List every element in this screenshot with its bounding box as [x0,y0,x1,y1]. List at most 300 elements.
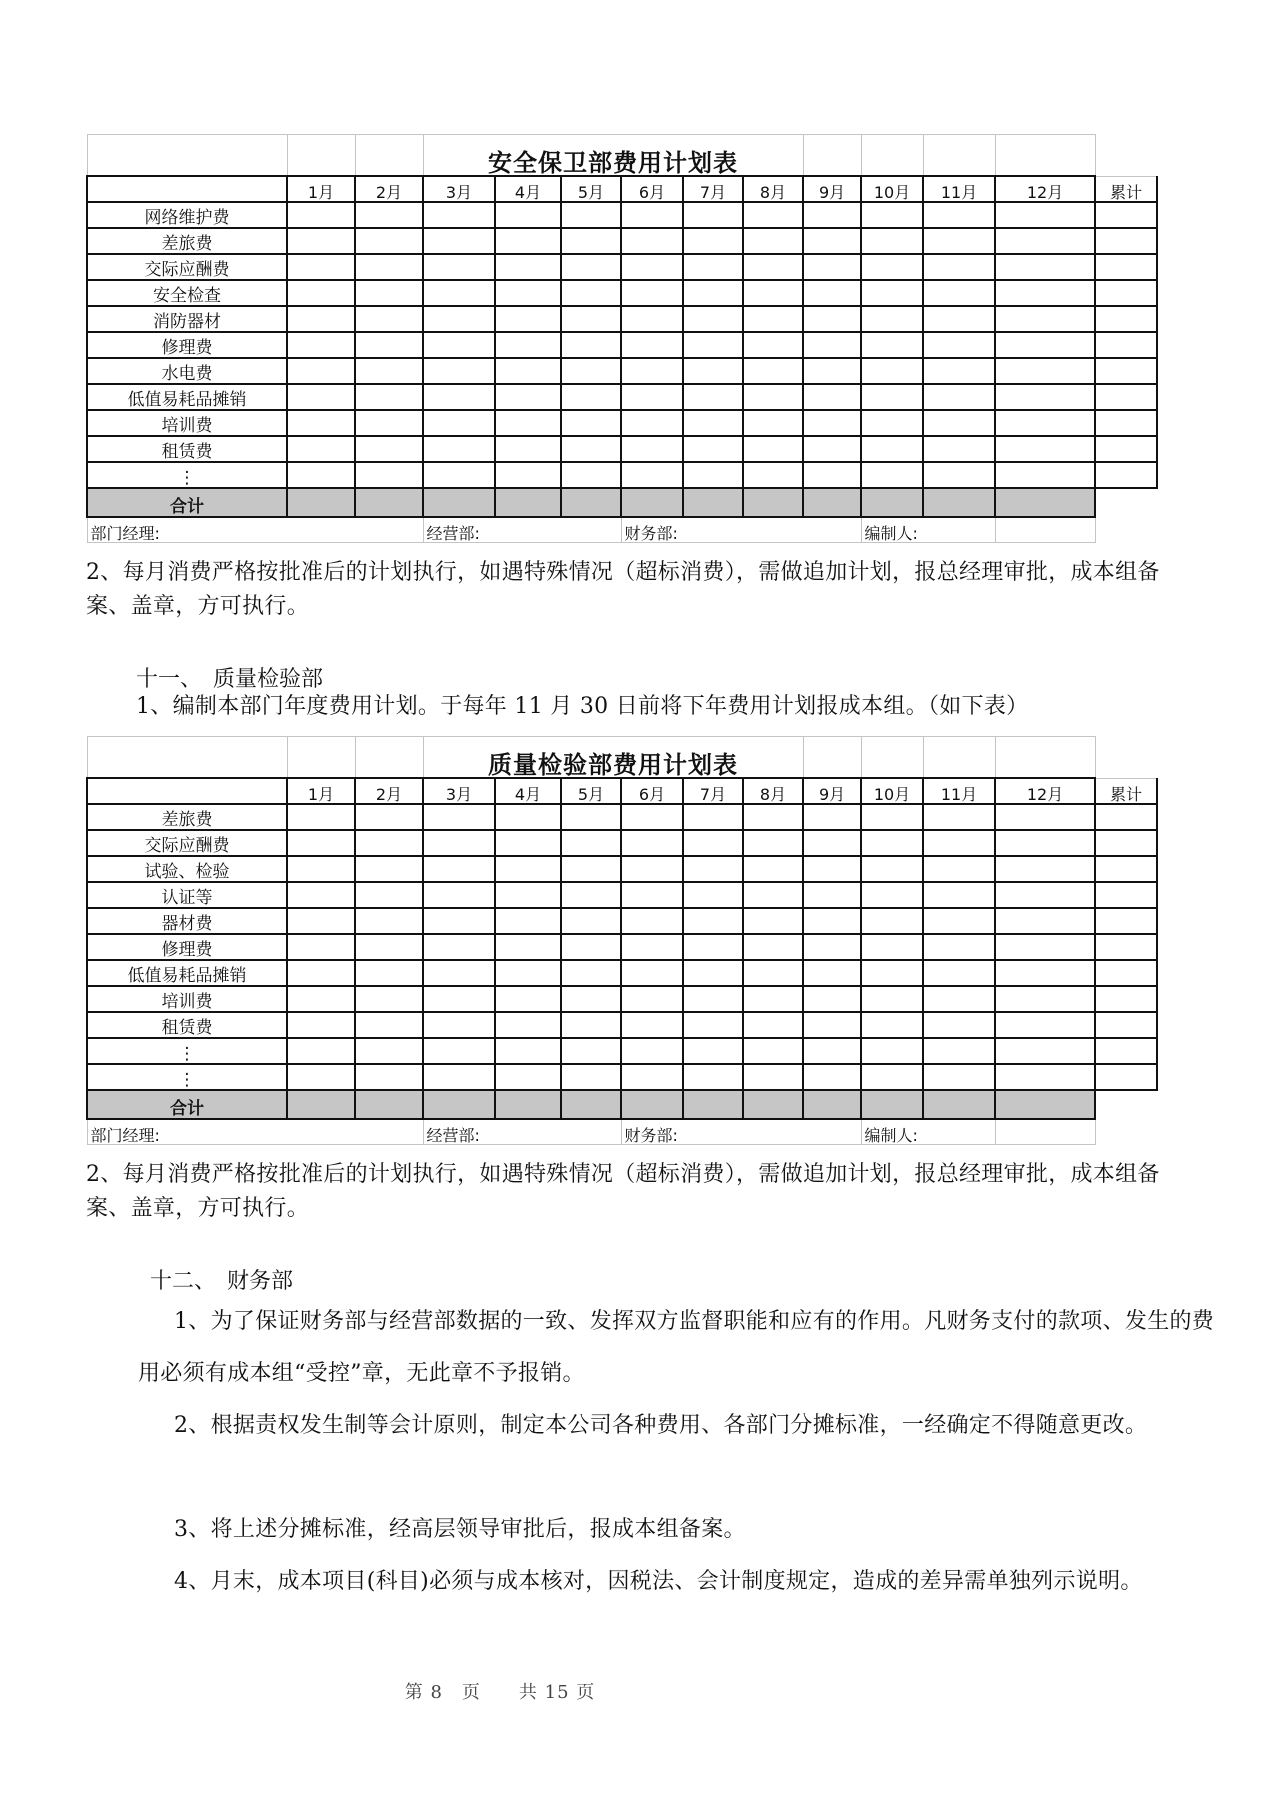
amount-cell [355,306,423,332]
title-right-cell [923,135,995,177]
amount-cell [995,410,1095,436]
section-11-item-1: 1、编制本部门年度费用计划。于每年 11 月 30 日前将下年费用计划报成本组。（如下表） [136,694,1029,719]
amount-cell [561,436,621,462]
amount-cell [1095,934,1157,960]
amount-cell [423,410,495,436]
section-11-heading: 十一、 质量检验部 [136,667,324,692]
title-right-cell [803,737,861,779]
total-row-label: 合计 [87,1090,287,1119]
amount-cell [743,410,803,436]
amount-cell [495,358,561,384]
amount-cell [923,908,995,934]
section-12-para-3: 3、将上述分摊标准，经高层领导审批后，报成本组备案。 [174,1517,746,1542]
amount-cell [287,908,355,934]
amount-cell [923,228,995,254]
amount-cell [495,228,561,254]
amount-cell [495,882,561,908]
amount-cell [561,1012,621,1038]
table-row [87,986,1157,1012]
amount-cell [287,384,355,410]
amount-cell [923,882,995,908]
amount-cell [923,280,995,306]
amount-cell [743,306,803,332]
amount-cell [743,384,803,410]
month-header: 8月 [743,778,803,804]
table-row [87,830,1157,856]
amount-cell [1095,830,1157,856]
amount-cell [287,960,355,986]
amount-cell [743,1012,803,1038]
expense-item-label: 安全检查 [87,280,287,306]
amount-cell [861,306,923,332]
amount-cell [495,908,561,934]
amount-cell [683,856,743,882]
amount-cell [743,882,803,908]
finance-sign: 财务部: [621,1119,861,1145]
amount-cell [861,1038,923,1064]
amount-cell [423,1012,495,1038]
amount-cell [1095,1012,1157,1038]
amount-cell [561,228,621,254]
title-right-cell [995,737,1095,779]
table-row [87,960,1157,986]
expense-item-label: ⋮ [87,1038,287,1064]
dept-manager-sign: 部门经理: [87,517,423,543]
amount-cell [621,856,683,882]
amount-cell [287,358,355,384]
amount-cell [1095,960,1157,986]
amount-cell [683,882,743,908]
amount-cell [995,228,1095,254]
amount-cell [923,1064,995,1090]
amount-cell [423,1038,495,1064]
amount-cell [923,830,995,856]
amount-cell [683,1064,743,1090]
amount-cell [995,358,1095,384]
amount-cell [743,462,803,488]
amount-cell [923,856,995,882]
amount-cell [287,462,355,488]
expense-item-label: 低值易耗品摊销 [87,384,287,410]
amount-cell [287,1038,355,1064]
amount-cell [923,1038,995,1064]
amount-cell [561,202,621,228]
amount-cell [683,462,743,488]
amount-cell [561,934,621,960]
amount-cell [621,462,683,488]
table2-note: 2、每月消费严格按批准后的计划执行，如遇特殊情况（超标消费），需做追加计划，报总经理审批，成本组备案、盖章，方可执行。 [86,1162,1160,1221]
amount-cell [287,882,355,908]
amount-cell [743,804,803,830]
amount-cell [495,332,561,358]
amount-cell [743,830,803,856]
amount-cell [1095,462,1157,488]
preparer-sign: 编制人: [861,517,995,543]
amount-cell [683,1012,743,1038]
operations-sign: 经营部: [423,1119,621,1145]
amount-cell [1095,306,1157,332]
amount-cell [861,280,923,306]
amount-cell [495,960,561,986]
amount-cell [355,202,423,228]
amount-cell [995,436,1095,462]
amount-cell [495,986,561,1012]
amount-cell [1095,332,1157,358]
amount-cell [803,462,861,488]
amount-cell [423,1064,495,1090]
amount-cell [861,254,923,280]
amount-cell [995,1064,1095,1090]
amount-cell [423,960,495,986]
amount-cell [621,986,683,1012]
amount-cell [683,228,743,254]
amount-cell [995,1038,1095,1064]
amount-cell [1095,882,1157,908]
amount-cell [861,384,923,410]
amount-cell [495,830,561,856]
amount-cell [743,1038,803,1064]
amount-cell [923,358,995,384]
amount-cell [861,986,923,1012]
amount-cell [683,830,743,856]
amount-cell [287,332,355,358]
month-header: 10月 [861,778,923,804]
amount-cell [803,882,861,908]
amount-cell [423,986,495,1012]
table-row [87,410,1157,436]
amount-cell [995,908,1095,934]
amount-cell [803,280,861,306]
sign-blank [995,517,1095,543]
amount-cell [995,332,1095,358]
expense-item-label: 低值易耗品摊销 [87,960,287,986]
month-header: 2月 [355,778,423,804]
amount-cell [803,358,861,384]
amount-cell [995,306,1095,332]
amount-cell [621,228,683,254]
amount-cell [287,986,355,1012]
amount-cell [803,332,861,358]
amount-cell [1095,254,1157,280]
amount-cell [995,856,1095,882]
amount-cell [355,830,423,856]
title-right-cell [995,135,1095,177]
amount-cell [355,384,423,410]
amount-cell [287,436,355,462]
table-row [87,908,1157,934]
amount-cell [621,1038,683,1064]
amount-cell [995,1012,1095,1038]
amount-cell [423,384,495,410]
amount-cell [423,254,495,280]
amount-cell [287,228,355,254]
amount-cell [423,228,495,254]
amount-cell [995,254,1095,280]
amount-cell [621,254,683,280]
title-left-cell [355,737,423,779]
amount-cell [803,1038,861,1064]
amount-cell [743,986,803,1012]
amount-cell [861,856,923,882]
amount-cell [683,934,743,960]
amount-cell [803,830,861,856]
table-row [87,1064,1157,1090]
amount-cell [683,960,743,986]
amount-cell [743,856,803,882]
amount-cell [861,1012,923,1038]
amount-cell [621,804,683,830]
amount-cell [355,882,423,908]
amount-cell [683,908,743,934]
amount-cell [495,280,561,306]
amount-cell [621,280,683,306]
amount-cell [355,358,423,384]
amount-cell [561,1038,621,1064]
amount-cell [495,202,561,228]
amount-cell [861,228,923,254]
amount-cell [495,410,561,436]
amount-cell [1095,1064,1157,1090]
amount-cell [355,1012,423,1038]
cumulative-header: 累计 [1095,176,1157,202]
month-header: 2月 [355,176,423,202]
table-row [87,436,1157,462]
finance-sign: 财务部: [621,517,861,543]
header-blank [87,778,287,804]
amount-cell [923,1012,995,1038]
month-header: 5月 [561,778,621,804]
amount-cell [495,462,561,488]
table-row [87,1012,1157,1038]
month-header: 12月 [995,778,1095,804]
table-row [87,856,1157,882]
amount-cell [355,1064,423,1090]
month-header: 9月 [803,778,861,804]
amount-cell [743,934,803,960]
expense-item-label: 修理费 [87,934,287,960]
amount-cell [561,280,621,306]
amount-cell [995,384,1095,410]
amount-cell [743,332,803,358]
amount-cell [923,804,995,830]
amount-cell [995,960,1095,986]
amount-cell [683,202,743,228]
amount-cell [861,882,923,908]
amount-cell [621,1012,683,1038]
amount-cell [355,410,423,436]
amount-cell [683,358,743,384]
month-header: 11月 [923,778,995,804]
expense-item-label: 器材费 [87,908,287,934]
amount-cell [1095,436,1157,462]
amount-cell [861,202,923,228]
amount-cell [287,254,355,280]
amount-cell [743,228,803,254]
amount-cell [683,332,743,358]
amount-cell [803,1064,861,1090]
table-row [87,882,1157,908]
amount-cell [995,830,1095,856]
table-row [87,202,1157,228]
amount-cell [621,908,683,934]
amount-cell [995,804,1095,830]
dept-manager-sign: 部门经理: [87,1119,423,1145]
month-header: 9月 [803,176,861,202]
amount-cell [495,1012,561,1038]
month-header: 11月 [923,176,995,202]
preparer-sign: 编制人: [861,1119,995,1145]
amount-cell [561,960,621,986]
amount-cell [423,882,495,908]
amount-cell [683,986,743,1012]
amount-cell [861,804,923,830]
amount-cell [923,306,995,332]
amount-cell [355,934,423,960]
operations-sign: 经营部: [423,517,621,543]
amount-cell [621,358,683,384]
amount-cell [1095,1038,1157,1064]
amount-cell [495,856,561,882]
amount-cell [861,436,923,462]
amount-cell [423,332,495,358]
title-right-cell [803,135,861,177]
amount-cell [923,960,995,986]
title-left-cell [87,135,287,177]
section-12-heading: 十二、 财务部 [150,1269,294,1294]
amount-cell [1095,384,1157,410]
amount-cell [423,934,495,960]
amount-cell [495,436,561,462]
amount-cell [1095,410,1157,436]
month-header: 3月 [423,176,495,202]
amount-cell [495,1064,561,1090]
amount-cell [561,254,621,280]
amount-cell [995,934,1095,960]
amount-cell [423,280,495,306]
amount-cell [1095,856,1157,882]
amount-cell [803,1012,861,1038]
amount-cell [561,410,621,436]
amount-cell [803,986,861,1012]
amount-cell [995,280,1095,306]
amount-cell [861,960,923,986]
amount-cell [355,986,423,1012]
amount-cell [355,462,423,488]
amount-cell [561,986,621,1012]
amount-cell [355,332,423,358]
table-row [87,228,1157,254]
month-header: 6月 [621,176,683,202]
page-footer: 第 8 页 共 15 页 [404,1682,596,1703]
amount-cell [287,1064,355,1090]
amount-cell [287,934,355,960]
amount-cell [923,332,995,358]
expense-item-label: 培训费 [87,410,287,436]
amount-cell [923,986,995,1012]
month-header: 4月 [495,176,561,202]
amount-cell [803,436,861,462]
amount-cell [923,410,995,436]
amount-cell [923,436,995,462]
amount-cell [621,934,683,960]
amount-cell [861,358,923,384]
table-row [87,306,1157,332]
expense-item-label: 认证等 [87,882,287,908]
amount-cell [355,436,423,462]
table-title: 安全保卫部费用计划表 [423,135,803,177]
table-row [87,358,1157,384]
expense-item-label: 差旅费 [87,228,287,254]
amount-cell [743,1064,803,1090]
amount-cell [803,856,861,882]
table-row [87,332,1157,358]
amount-cell [355,908,423,934]
amount-cell [621,332,683,358]
amount-cell [995,462,1095,488]
amount-cell [861,908,923,934]
amount-cell [561,908,621,934]
amount-cell [495,306,561,332]
month-header: 1月 [287,176,355,202]
amount-cell [743,436,803,462]
amount-cell [683,306,743,332]
expense-item-label: 交际应酬费 [87,254,287,280]
amount-cell [803,960,861,986]
amount-cell [495,1038,561,1064]
amount-cell [355,254,423,280]
month-header: 10月 [861,176,923,202]
title-left-cell [87,737,287,779]
section-12-para-4: 4、月末，成本项目(科目)必须与成本核对，因税法、会计制度规定，造成的差异需单独列示说明。 [174,1569,1143,1594]
amount-cell [495,804,561,830]
amount-cell [743,908,803,934]
month-header: 4月 [495,778,561,804]
amount-cell [355,804,423,830]
amount-cell [803,804,861,830]
expense-item-label: ⋮ [87,462,287,488]
amount-cell [861,410,923,436]
table-row [87,1038,1157,1064]
amount-cell [743,280,803,306]
title-right-cell [861,737,923,779]
amount-cell [287,830,355,856]
table-row [87,934,1157,960]
amount-cell [861,332,923,358]
expense-item-label: 培训费 [87,986,287,1012]
amount-cell [861,462,923,488]
amount-cell [287,1012,355,1038]
expense-item-label: 差旅费 [87,804,287,830]
amount-cell [287,410,355,436]
amount-cell [1095,908,1157,934]
amount-cell [561,882,621,908]
amount-cell [561,804,621,830]
amount-cell [803,306,861,332]
amount-cell [803,384,861,410]
amount-cell [423,306,495,332]
amount-cell [495,384,561,410]
table-row [87,804,1157,830]
expense-item-label: 租赁费 [87,1012,287,1038]
amount-cell [621,384,683,410]
amount-cell [561,462,621,488]
header-blank [87,176,287,202]
expense-item-label: 租赁费 [87,436,287,462]
amount-cell [1095,804,1157,830]
amount-cell [355,1038,423,1064]
amount-cell [923,934,995,960]
amount-cell [355,960,423,986]
